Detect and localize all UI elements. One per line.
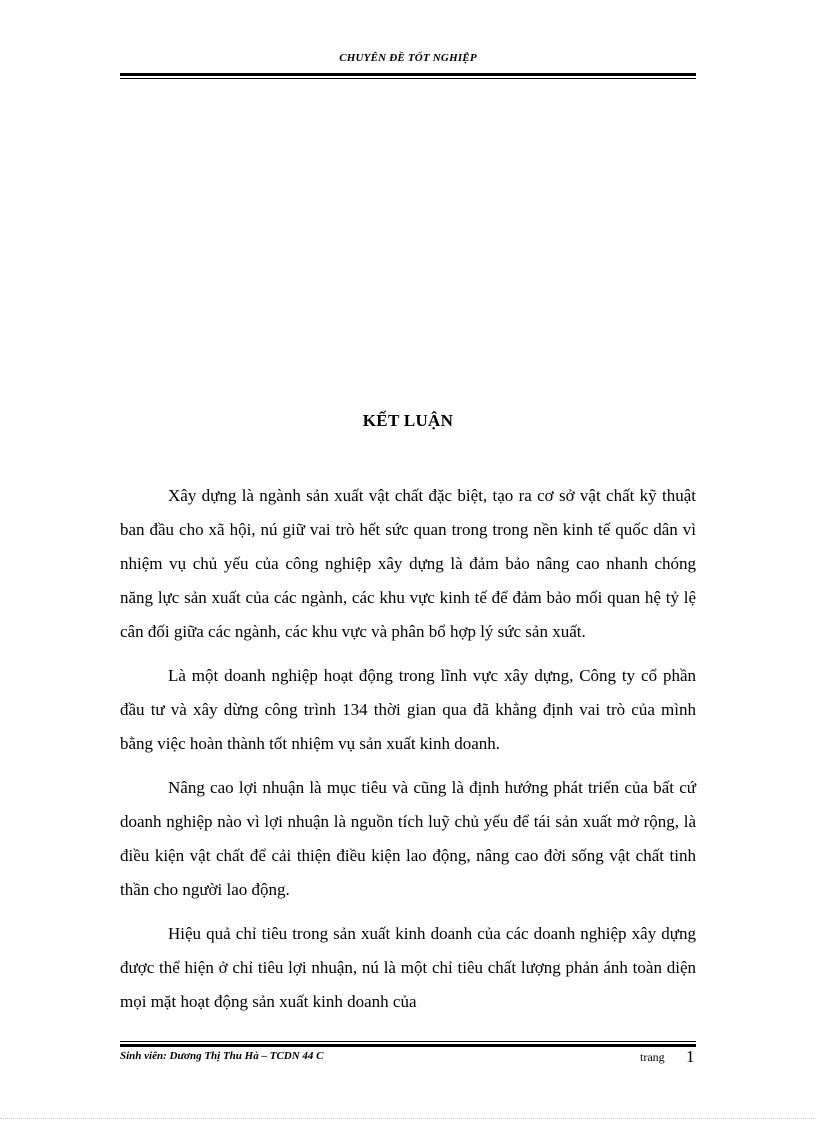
footer-rule-thick xyxy=(120,1044,696,1047)
paragraph: Hiệu quả chỉ tiêu trong sản xuất kinh doanh của các doanh nghiệp xây dựng được thể hiện ở chỉ tiêu lợi nhuận, nú là một chỉ tiêu chất lượng phản ánh toàn diện mọi mặt hoạt động sản xuất kinh doanh của xyxy=(120,924,696,1011)
footer-page-number: 1 xyxy=(686,1047,695,1066)
section-heading: KẾT LUẬN xyxy=(362,411,454,430)
header-rule-thin xyxy=(120,78,696,79)
footer-page-label: trang xyxy=(640,1050,665,1064)
paragraph: Là một doanh nghiệp hoạt động trong lĩnh vực xây dựng, Công ty cổ phần đầu tư và xây dừng công trình 134 thời gian qua đã khẳng định vai trò của mình bằng việc hoàn thành tốt nhiệm vụ sản xuất kinh doanh. xyxy=(120,666,696,753)
paragraph: Nâng cao lợi nhuận là mục tiêu và cũng là định hướng phát triển của bất cứ doanh nghiệp nào vì lợi nhuận là nguồn tích luỹ chủ yếu để tái sản xuất mở rộng, là điều kiện vật chất để cải thiện điều kiện lao động, nâng cao đời sống vật chất tinh thần cho người lao động. xyxy=(120,778,696,899)
page-header-title: CHUYÊN ĐỀ TỐT NGHIỆP xyxy=(339,52,477,64)
header-rule-thick xyxy=(120,73,696,76)
paragraph: Xây dựng là ngành sản xuất vật chất đặc biệt, tạo ra cơ sở vật chất kỹ thuật ban đầu cho xã hội, nú giữ vai trò hết sức quan trong trong nền kinh tế quốc dân vì nhiệm vụ chủ yếu của công nghiệp xây dựng là đảm bảo nâng cao nhanh chóng năng lực sản xuất của các ngành, các khu vực kinh tế để đảm bảo mối quan hệ tỷ lệ cân đối giữa các ngành, các khu vực và phân bổ hợp lý sức sản xuất. xyxy=(120,486,696,641)
footer-rule-thin xyxy=(120,1041,696,1042)
body-text xyxy=(120,479,696,1029)
footer-author: Sinh viên: Dương Thị Thu Hà – TCDN 44 C xyxy=(120,1050,324,1062)
page-boundary-divider xyxy=(0,1118,816,1119)
